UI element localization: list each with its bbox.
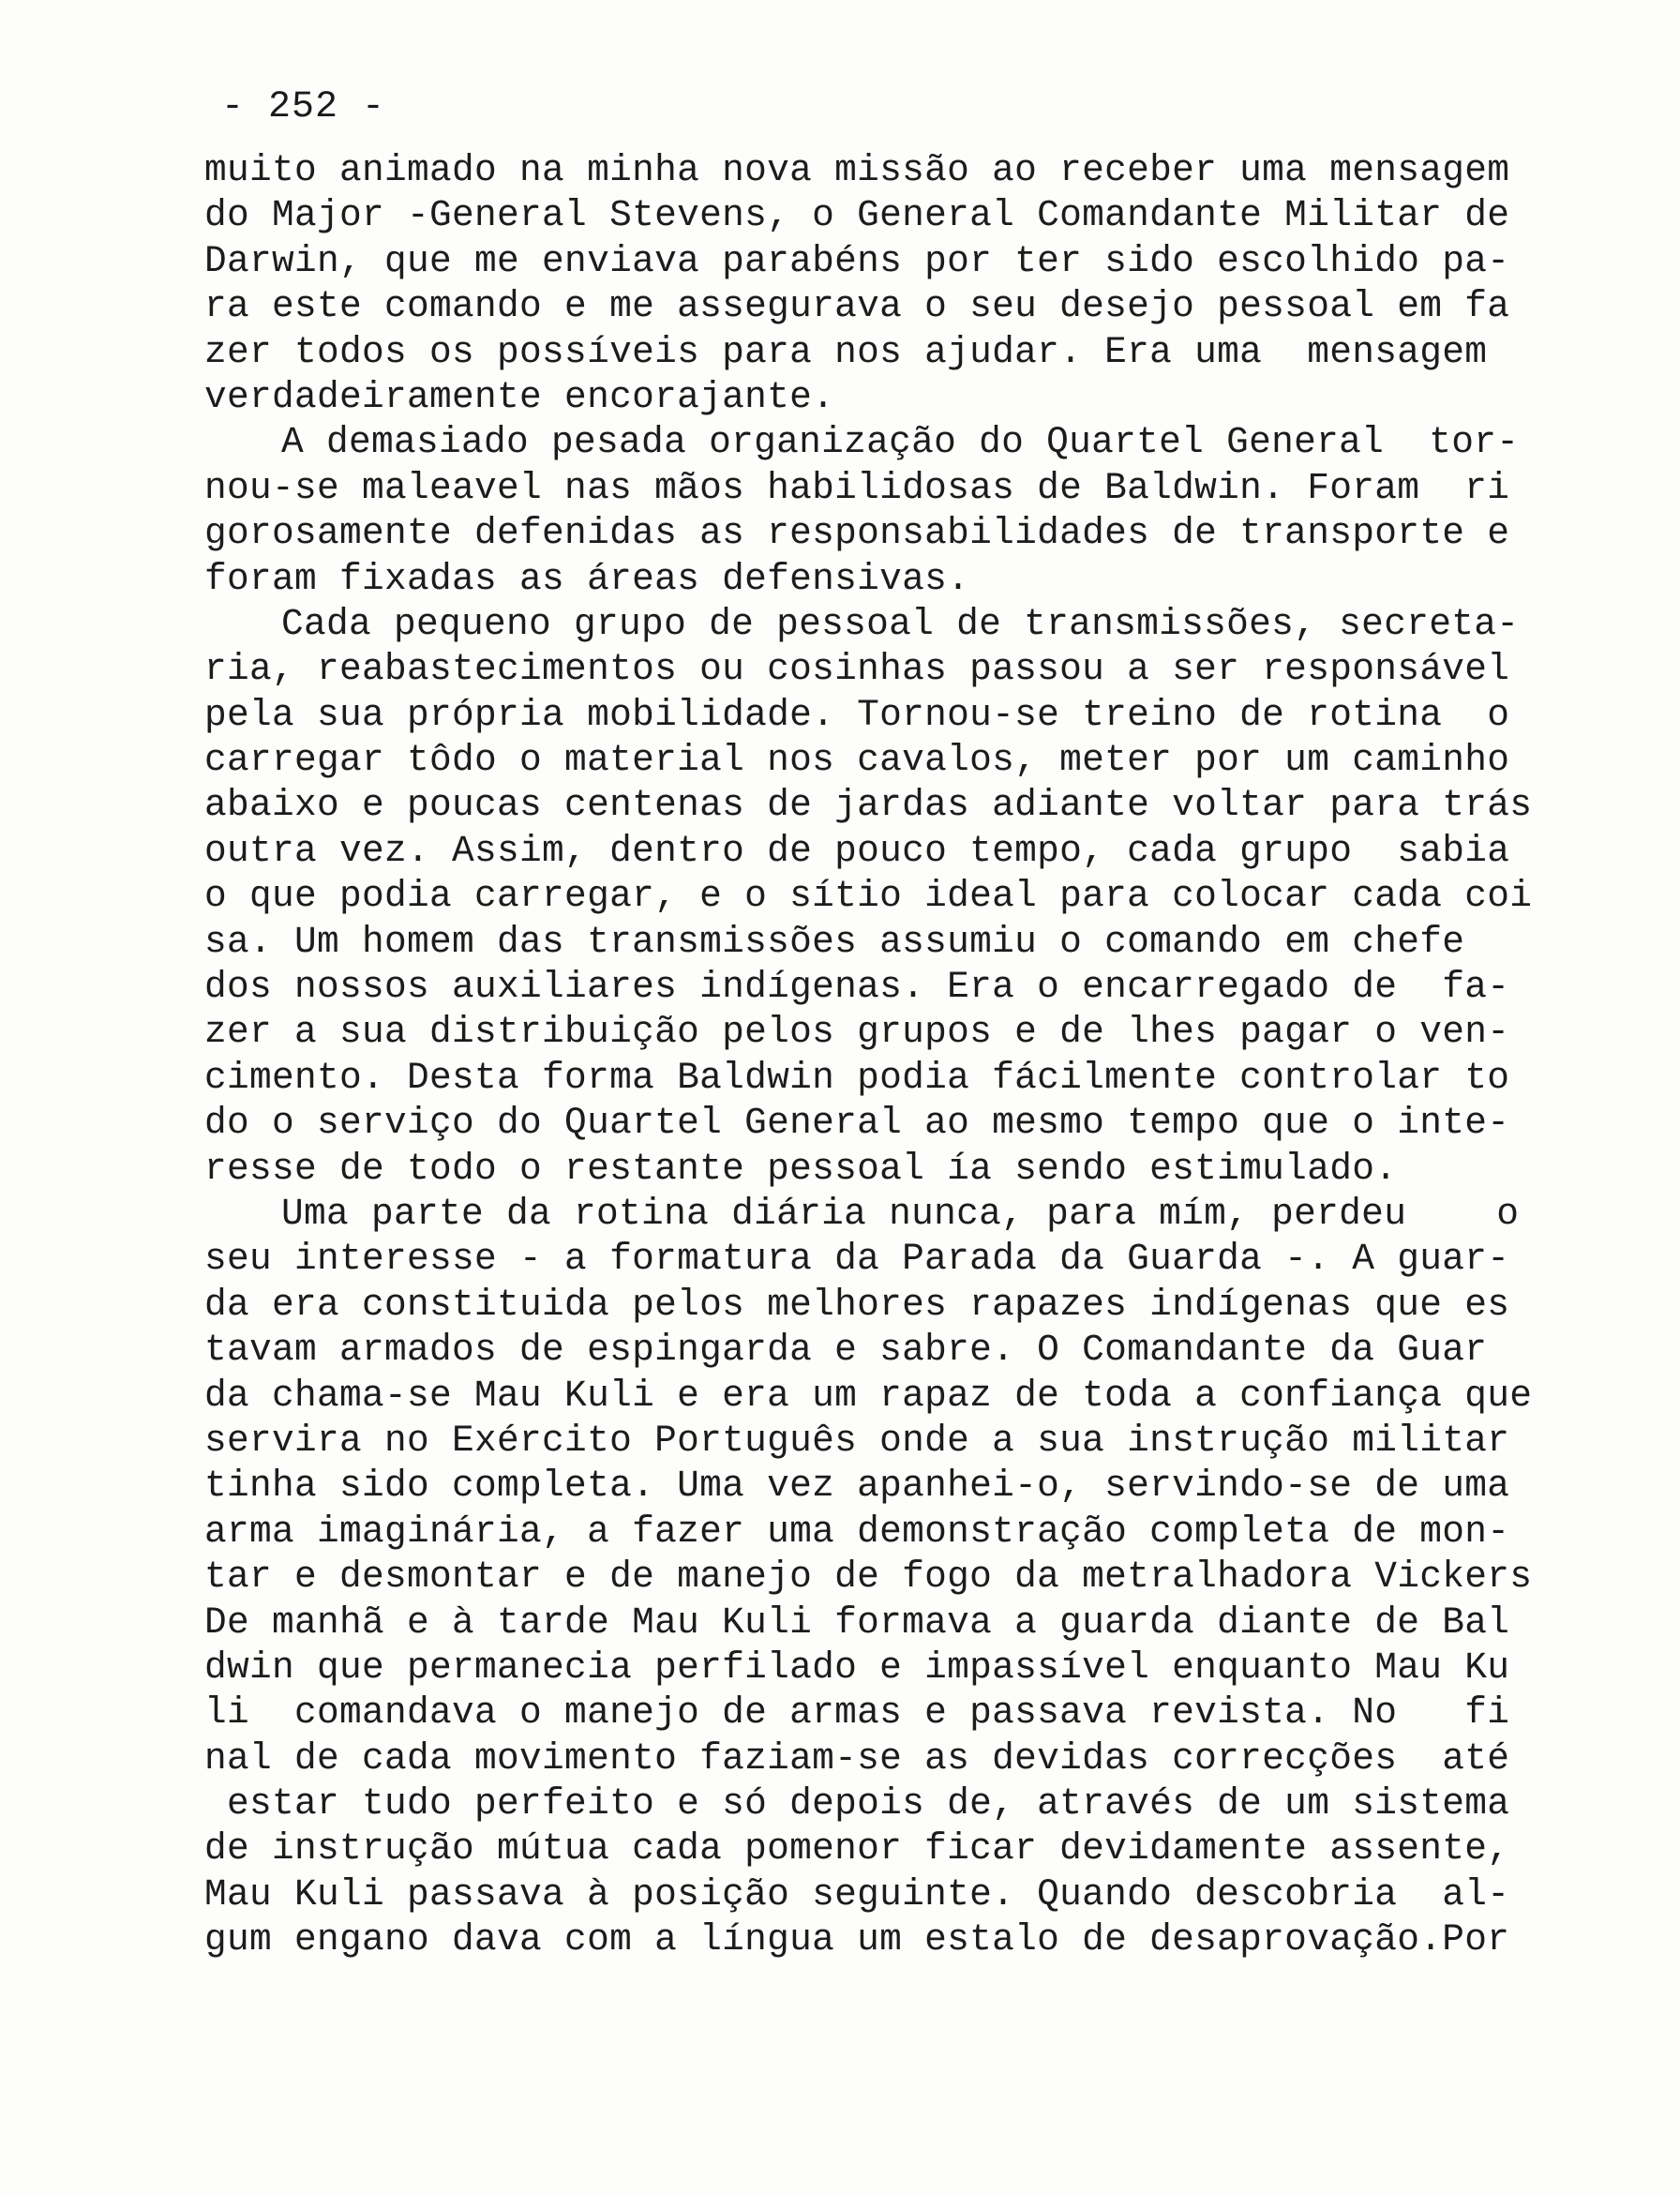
text-line: de instrução mútua cada pomenor ficar devidamente assente, — [204, 1827, 1510, 1871]
paragraph — [204, 1192, 1592, 1963]
text-line: sa. Um homem das transmissões assumiu o comando em chefe — [204, 920, 1465, 963]
text-line: tavam armados de espingarda e sabre. O Comandante da Guar — [204, 1329, 1488, 1372]
text-line: dwin que permanecia perfilado e impassível enquanto Mau Ku — [204, 1646, 1510, 1689]
paragraph — [204, 602, 1592, 1192]
text-line: resse de todo o restante pessoal ía sendo estimulado. — [204, 1147, 1398, 1190]
text-line: do o serviço do Quartel General ao mesmo tempo que o inte- — [204, 1102, 1510, 1145]
body-text — [204, 148, 1592, 1963]
text-line: da era constituida pelos melhores rapazes indígenas que es — [204, 1283, 1510, 1326]
text-line: li comandava o manejo de armas e passava revista. No fi — [204, 1691, 1510, 1735]
paragraph — [204, 148, 1592, 420]
text-line: tinha sido completa. Uma vez apanhei-o, servindo-se de uma — [204, 1465, 1510, 1508]
text-line: ria, reabastecimentos ou cosinhas passou a ser responsável — [204, 648, 1510, 691]
text-line: abaixo e poucas centenas de jardas adiante voltar para trás — [204, 784, 1533, 827]
text-line: foram fixadas as áreas defensivas. — [204, 557, 970, 600]
text-line: ra este comando e me assegurava o seu desejo pessoal em fa — [204, 285, 1510, 328]
text-line: Uma parte da rotina diária nunca, para mím, perdeu o — [281, 1192, 1520, 1235]
text-line: dos nossos auxiliares indígenas. Era o encarregado de fa- — [204, 966, 1510, 1009]
page-number: - 252 - — [221, 86, 386, 128]
text-line: cimento. Desta forma Baldwin podia fácilmente controlar to — [204, 1056, 1510, 1099]
text-line: Mau Kuli passava à posição seguinte. Quando descobria al- — [204, 1872, 1510, 1916]
text-line: zer a sua distribuição pelos grupos e de lhes pagar o ven- — [204, 1011, 1510, 1054]
text-line: o que podia carregar, e o sítio ideal para colocar cada coi — [204, 875, 1533, 918]
text-line: arma imaginária, a fazer uma demonstração completa de mon- — [204, 1510, 1510, 1553]
text-line: zer todos os possíveis para nos ajudar. Era uma mensagem — [204, 330, 1488, 373]
text-line: outra vez. Assim, dentro de pouco tempo, cada grupo sabia — [204, 829, 1510, 872]
text-line: muito animado na minha nova missão ao receber uma mensagem — [204, 149, 1510, 191]
text-line: A demasiado pesada organização do Quartel General tor- — [281, 421, 1520, 464]
paragraph — [204, 420, 1592, 602]
text-line: estar tudo perfeito e só depois de, através de um sistema — [204, 1782, 1510, 1826]
text-line: gorosamente defenidas as responsabilidades de transporte e — [204, 512, 1510, 555]
text-line: da chama-se Mau Kuli e era um rapaz de toda a confiança que — [204, 1374, 1533, 1417]
text-line: servira no Exército Português onde a sua instrução militar — [204, 1419, 1510, 1462]
text-line: seu interesse - a formatura da Parada da Guarda -. A guar- — [204, 1238, 1510, 1281]
text-line: Darwin, que me enviava parabéns por ter sido escolhido pa- — [204, 239, 1510, 282]
text-line: gum engano dava com a língua um estalo de desaprovação.Por — [204, 1918, 1510, 1961]
text-line: nou-se maleavel nas mãos habilidosas de Baldwin. Foram ri — [204, 466, 1510, 509]
text-line: tar e desmontar e de manejo de fogo da metralhadora Vickers — [204, 1555, 1533, 1599]
text-line: verdadeiramente encorajante. — [204, 375, 835, 418]
text-line: nal de cada movimento faziam-se as devidas correcções até — [204, 1736, 1510, 1780]
text-line: carregar tôdo o material nos cavalos, meter por um caminho — [204, 739, 1510, 782]
text-line: pela sua própria mobilidade. Tornou-se treino de rotina o — [204, 693, 1510, 736]
text-line: do Major -General Stevens, o General Comandante Militar de — [204, 194, 1510, 237]
text-line: Cada pequeno grupo de pessoal de transmissões, secreta- — [281, 602, 1520, 645]
text-line: De manhã e à tarde Mau Kuli formava a guarda diante de Bal — [204, 1600, 1510, 1644]
